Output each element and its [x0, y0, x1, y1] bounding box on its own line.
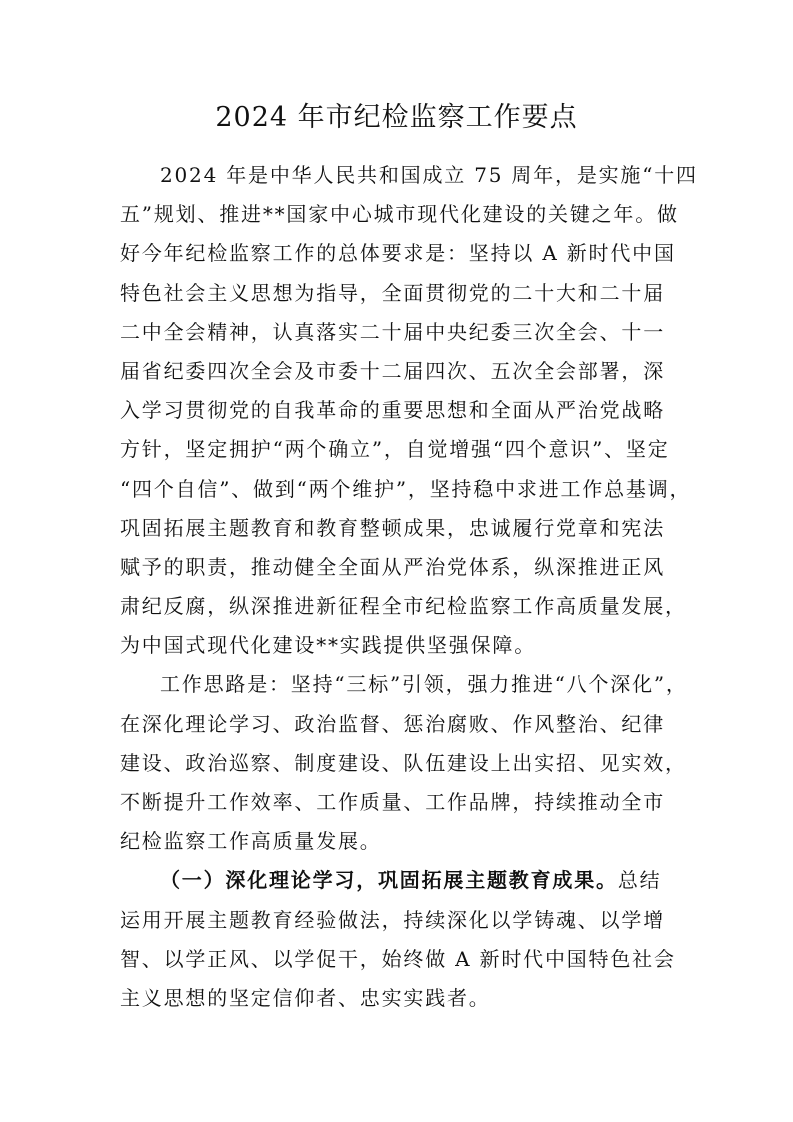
document-body: [120, 156, 698, 1018]
text-line: 智、以学正风、以学促干，始终做 A 新时代中国特色社会: [120, 946, 676, 971]
text-line: 巩固拓展主题教育和教育整顿成果，忠诚履行党章和宪法: [120, 515, 665, 540]
text-line: 肃纪反腐，纵深推进新征程全市纪检监察工作高质量发展，: [120, 594, 687, 619]
text-line: 二中全会精神，认真落实二十届中央纪委三次全会、十一: [120, 319, 665, 344]
text-line: 入学习贯彻党的自我革命的重要思想和全面从严治党战略: [120, 398, 665, 423]
text-line: 建设、政治巡察、制度建设、队伍建设上出实招、见实效，: [120, 750, 687, 775]
text-line: 为中国式现代化建设**实践提供坚强保障。: [120, 633, 536, 658]
text-line: 好今年纪检监察工作的总体要求是：坚持以 A 新时代中国: [120, 241, 676, 266]
text-line: 工作思路是：坚持“三标”引领，强力推进“八个深化”，: [160, 672, 688, 697]
text-line: 赋予的职责，推动健全全面从严治党体系，纵深推进正风: [120, 554, 665, 579]
text-line: 特色社会主义思想为指导，全面贯彻党的二十大和二十届: [120, 280, 665, 305]
text-line: 运用开展主题教育经验做法，持续深化以学铸魂、以学增: [120, 907, 665, 932]
text-line: 主义思想的坚定信仰者、忠实实践者。: [120, 985, 491, 1010]
text-line: 在深化理论学习、政治监督、惩治腐败、作风整治、纪律: [120, 711, 665, 736]
text-line: 纪检监察工作高质量发展。: [120, 829, 382, 854]
paragraph-general-requirements: [120, 156, 698, 665]
paragraph-work-approach: [120, 665, 688, 861]
text-line: [120, 861, 680, 900]
text-line: 届省纪委四次全会及市委十二届四次、五次全会部署，深: [120, 358, 665, 383]
text-line: 方针，坚定拥护“两个确立”，自觉增强“四个意识”、坚定: [120, 437, 670, 462]
document-title: 2024 年市纪检监察工作要点: [215, 102, 578, 133]
section-text: 总结: [617, 868, 662, 893]
text-line: 五”规划、推进**国家中心城市现代化建设的关键之年。做: [120, 202, 679, 227]
section-heading: （一）深化理论学习，巩固拓展主题教育成果。: [160, 868, 618, 893]
text-line: 2024 年是中华人民共和国成立 75 周年，是实施“十四: [160, 163, 698, 187]
section-1-theory-study: [120, 861, 680, 1018]
text-line: “四个自信”、做到“两个维护”，坚持稳中求进工作总基调，: [120, 476, 692, 501]
text-line: 不断提升工作效率、工作质量、工作品牌，持续推动全市: [120, 790, 665, 814]
